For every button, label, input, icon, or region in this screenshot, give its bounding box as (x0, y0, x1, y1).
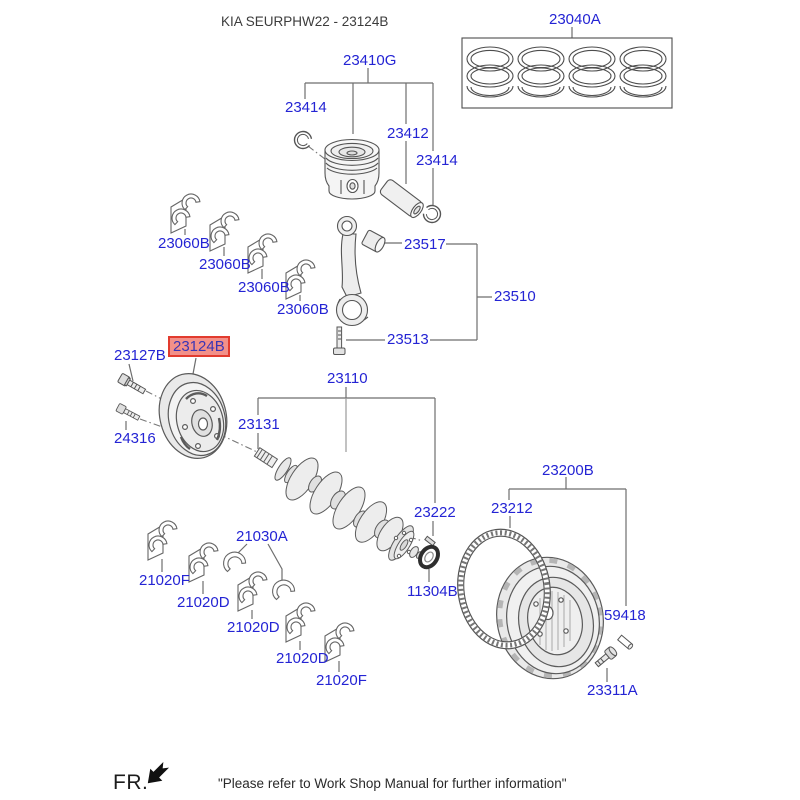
part-label-23200b[interactable]: 23200B (542, 462, 594, 479)
workshop-manual-note: "Please refer to Work Shop Manual for further information" (218, 776, 567, 791)
piston-drawing (325, 140, 379, 200)
piston-pin-drawing (379, 178, 426, 220)
part-label-23040a[interactable]: 23040A (549, 11, 601, 28)
part-label-23513[interactable]: 23513 (387, 331, 429, 348)
part-label-21020f-1[interactable]: 21020F (139, 572, 190, 589)
drive-plate-drawing (485, 547, 614, 688)
part-label-59418[interactable]: 59418 (604, 607, 646, 624)
plate-dowel-pin-drawing (618, 635, 634, 650)
part-label-11304b[interactable]: 11304B (407, 583, 458, 600)
part-label-23414-left[interactable]: 23414 (285, 99, 327, 116)
part-label-23060b-3[interactable]: 23060B (238, 279, 290, 296)
piston-ring-set-drawing (462, 38, 672, 108)
fr-direction-label: FR. (113, 771, 149, 794)
part-label-23060b-2[interactable]: 23060B (199, 256, 251, 273)
part-label-23414-right[interactable]: 23414 (416, 152, 458, 169)
part-label-23222[interactable]: 23222 (414, 504, 456, 521)
part-label-23412[interactable]: 23412 (387, 125, 429, 142)
part-label-23110[interactable]: 23110 (327, 370, 368, 387)
crank-dowel-pin-drawing (425, 536, 435, 545)
crankshaft-drawing (254, 448, 422, 564)
part-label-21020d-2[interactable]: 21020D (177, 594, 230, 611)
part-label-23127b[interactable]: 23127B (114, 347, 166, 364)
part-label-21020f-5[interactable]: 21020F (316, 672, 367, 689)
part-label-23517[interactable]: 23517 (404, 236, 446, 253)
diagram-title: KIA SEURPHW22 - 23124B (221, 14, 389, 29)
pin-bushing-drawing (361, 230, 387, 254)
part-label-23060b-4[interactable]: 23060B (277, 301, 329, 318)
part-label-23212[interactable]: 23212 (491, 500, 533, 517)
part-label-21030a[interactable]: 21030A (236, 528, 288, 545)
part-label-23131[interactable]: 23131 (238, 416, 280, 433)
conrod-bolt-drawing (334, 327, 346, 355)
connecting-rod-drawing (337, 217, 369, 326)
part-label-23410g[interactable]: 23410G (343, 52, 397, 69)
part-label-24316[interactable]: 24316 (114, 430, 156, 447)
part-label-23510[interactable]: 23510 (494, 288, 536, 305)
part-label-21020d-3[interactable]: 21020D (227, 619, 280, 636)
part-label-23124b-highlighted[interactable]: 23124B (168, 336, 230, 357)
part-label-21020d-4[interactable]: 21020D (276, 650, 329, 667)
part-label-23060b-1[interactable]: 23060B (158, 235, 210, 252)
part-label-23311a[interactable]: 23311A (587, 682, 638, 699)
washer-bolt-drawing (116, 403, 141, 422)
rear-seal-drawing (416, 543, 441, 570)
damper-pulley-drawing (150, 366, 236, 466)
